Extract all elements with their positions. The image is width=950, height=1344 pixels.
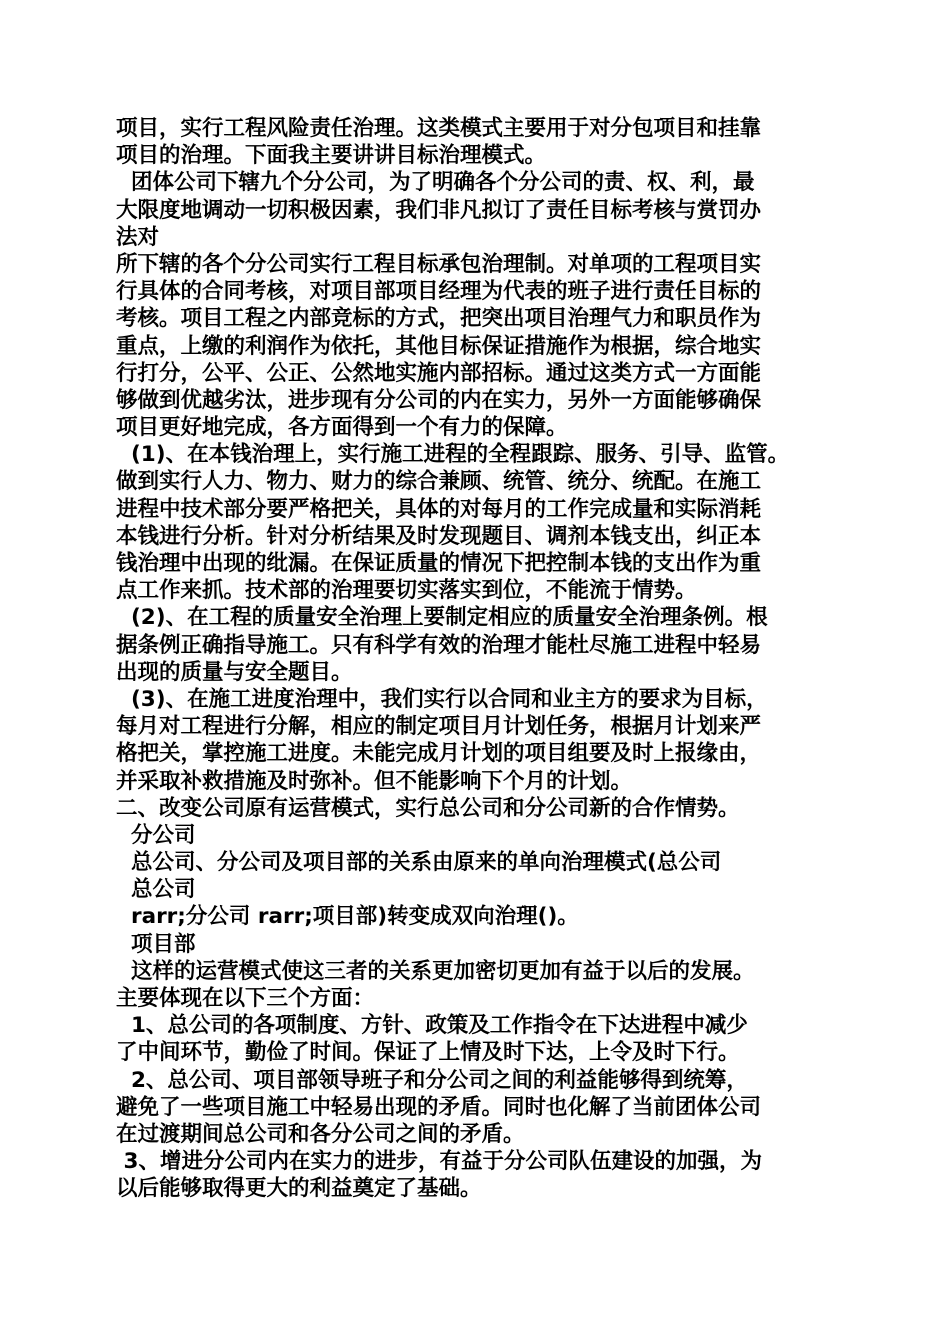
- text-line: 大限度地调动一切积极因素，我们非凡拟订了责任目标考核与赏罚办: [116, 197, 762, 223]
- text-line: 项目，实行工程风险责任治理。这类模式主要用于对分包项目和挂靠: [116, 116, 762, 141]
- text-line: (1)、在本钱治理上，实行施工进程的全程跟踪、服务、引导、监管。: [116, 442, 790, 468]
- text-line: 进程中技术部分要严格把关，具体的对每月的工作完成量和实际消耗: [116, 496, 762, 522]
- text-line: rarr;分公司 rarr;项目部)转变成双向治理()。: [116, 904, 579, 930]
- text-line: (3)、在施工进度治理中，我们实行以合同和业主方的要求为目标，: [116, 686, 768, 712]
- text-line: 钱治理中出现的纰漏。在保证质量的情况下把控制本钱的支出作为重: [116, 551, 762, 576]
- text-line: 主要体现在以下三个方面：: [116, 986, 375, 1011]
- text-line: 2、总公司、项目部领导班子和分公司之间的利益能够得到统筹，: [116, 1067, 748, 1093]
- text-line: 二、改变公司原有运营模式，实行总公司和分公司新的合作情势。: [116, 795, 740, 821]
- text-line: 总公司、分公司及项目部的关系由原来的单向治理模式(总公司: [116, 850, 722, 876]
- text-line: 项目更好地完成，各方面得到一个有力的保障。: [116, 415, 568, 441]
- text-line: 出现的质量与安全题目。: [116, 659, 353, 685]
- text-line: 在过渡期间总公司和各分公司之间的矛盾。: [116, 1121, 525, 1147]
- text-line: 格把关，掌控施工进度。未能完成月计划的项目组要及时上报缘由，: [116, 741, 762, 767]
- text-line: 点工作来抓。技术部的治理要切实落实到位，不能流于情势。: [116, 578, 697, 604]
- text-line: 这样的运营模式使这三者的关系更加密切更加有益于以后的发展。: [116, 958, 755, 984]
- text-line: 避免了一些项目施工中轻易出现的矛盾。同时也化解了当前团体公司: [116, 1094, 762, 1120]
- text-line: 据条例正确指导施工。只有科学有效的治理才能杜尽施工进程中轻易: [116, 632, 762, 658]
- text-line: 每月对工程进行分解，相应的制定项目月计划任务，根据月计划来严: [116, 714, 762, 740]
- text-line: 项目的治理。下面我主要讲讲目标治理模式。: [116, 143, 547, 169]
- text-line: 分公司: [116, 822, 196, 848]
- text-line: 所下辖的各个分公司实行工程目标承包治理制。对单项的工程项目实: [116, 251, 762, 277]
- text-line: 行打分，公平、公正、公然地实施内部招标。通过这类方式一方面能: [116, 360, 762, 386]
- text-line: 项目部: [116, 931, 196, 957]
- text-line: (2)、在工程的质量安全治理上要制定相应的质量安全治理条例。根: [116, 605, 768, 631]
- text-line: 够做到优越劣汰，进步现有分公司的内在实力，另外一方面能够确保: [116, 387, 762, 413]
- text-line: 1、总公司的各项制度、方针、政策及工作指令在下达进程中减少: [116, 1013, 748, 1039]
- text-line: 本钱进行分析。针对分析结果及时发现题目、调剂本钱支出，纠正本: [116, 523, 762, 549]
- text-line: 了中间环节，勤俭了时间。保证了上情及时下达，上令及时下行。: [116, 1040, 740, 1066]
- text-line: 并采取补救措施及时弥补。但不能影响下个月的计划。: [116, 768, 633, 794]
- document-body: [116, 115, 846, 1203]
- text-line: 法对: [116, 224, 160, 250]
- text-line: 总公司: [116, 877, 196, 903]
- text-line: 行具体的合同考核，对项目部项目经理为代表的班子进行责任目标的: [116, 279, 762, 305]
- text-line: 做到实行人力、物力、财力的综合兼顾、统管、统分、统配。在施工: [116, 469, 762, 495]
- text-line: 重点，上缴的利润作为依托，其他目标保证措施作为根据，综合地实: [116, 333, 762, 359]
- text-line: 3、增进分公司内在实力的进步，有益于分公司队伍建设的加强，为: [116, 1149, 762, 1175]
- text-line: 以后能够取得更大的利益奠定了基础。: [116, 1176, 482, 1202]
- text-line: 考核。项目工程之内部竞标的方式，把突出项目治理气力和职员作为: [116, 306, 762, 332]
- text-line: 团体公司下辖九个分公司，为了明确各个分公司的责、权、利，最: [116, 170, 755, 196]
